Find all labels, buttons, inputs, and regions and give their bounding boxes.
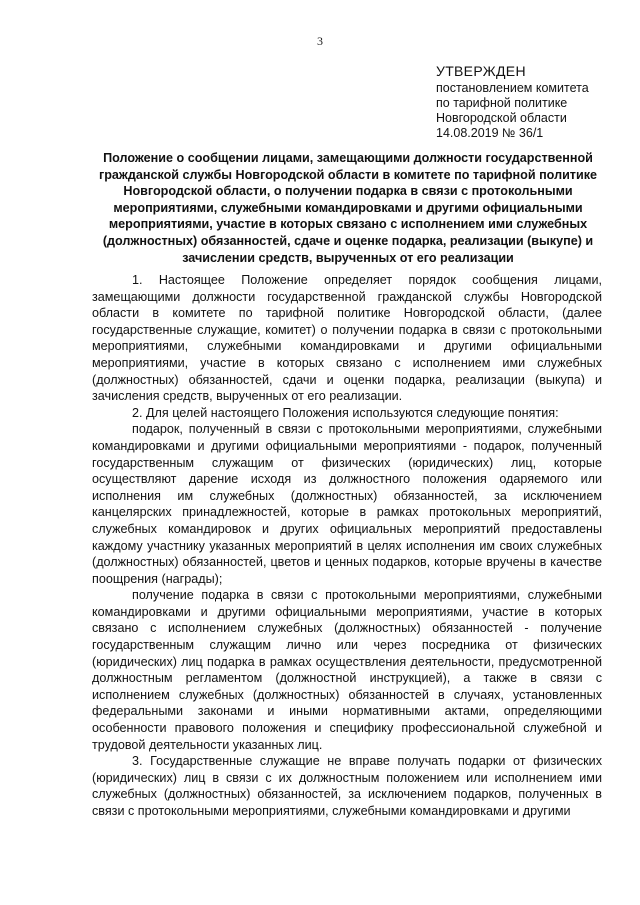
approval-title: УТВЕРЖДЕН [436,63,526,79]
approval-date-number: 14.08.2019 № 36/1 [436,126,544,140]
document-title: Положение о сообщении лицами, замещающими должности государственной гражданской службы Новгородской области в комитете по тарифной политике Новгородской области, о получении подарка в связи с протокольными мероприятиями, служебными командировками и другими официальными мероприятиями, участие в которых связано с исполнением ими служебных (должностных) обязанностей, сдаче и оценке подарка, реализации (выкупе) и зачислении средств, вырученных от его реализации [98,151,598,265]
approval-line: по тарифной политике [436,96,568,110]
paragraph-1: 1. Настоящее Положение определяет порядок сообщения лицами, замещающими должности государственной гражданской службы Новгородской области в комитете по тарифной политике Новгородской области, (далее государственные служащие, комитет) о получении подарка в связи с протокольными мероприятиями, служебными командировками и другими официальными мероприятиями, участие в которых связано с исполнением ими служебных (должностных) обязанностей, сдачи и оценки подарка, реализации (выкупа) и зачисления средств, вырученных от его реализации. [92,273,602,404]
approval-stamp [436,64,626,141]
paragraph-definition-gift: подарок, полученный в связи с протокольными мероприятиями, служебными командировками и другими официальными мероприятиями - подарок, полученный государственным служащим от физических (юридических) лиц, которые осуществляют дарение исходя из должностного положения одаряемого или исполнения им служебных (должностных) обязанностей, за исключением канцелярских принадлежностей, которые в рамках протокольных мероприятий, служебных командировок и других официальных мероприятий предоставлены каждому участнику указанных мероприятий в целях исполнения им своих служебных (должностных) обязанностей, цветов и ценных подарков, которые вручены в качестве поощрения (награды); [92,422,602,586]
document-body [92,272,602,820]
paragraph-definition-receipt: получение подарка в связи с протокольными мероприятиями, служебными командировками и другими официальными мероприятиями, участие в которых связано с исполнением служебных (должностных) обязанностей - получение государственным служащим лично или через посредника от физических (юридических) лиц подарка в рамках осуществления деятельности, предусмотренной должностным регламентом (должностной инструкцией), а также в связи с исполнением служебных (должностных) обязанностей в случаях, установленных федеральными законами и иными нормативными актами, определяющими особенности правового положения и специфику профессиональной служебной и трудовой деятельности указанных лиц. [92,588,602,752]
paragraph-2: 2. Для целей настоящего Положения используются следующие понятия: [132,405,559,420]
approval-line: Новгородской области [436,111,567,125]
page-number: 3 [317,34,323,48]
paragraph-3: 3. Государственные служащие не вправе получать подарки от физических (юридических) лиц в связи с их должностным положением или исполнением ими служебных (должностных) обязанностей, за исключением подарков, полученных в связи с протокольными мероприятиями, служебными командировками и другими [92,754,602,818]
approval-line: постановлением комитета [436,81,589,95]
